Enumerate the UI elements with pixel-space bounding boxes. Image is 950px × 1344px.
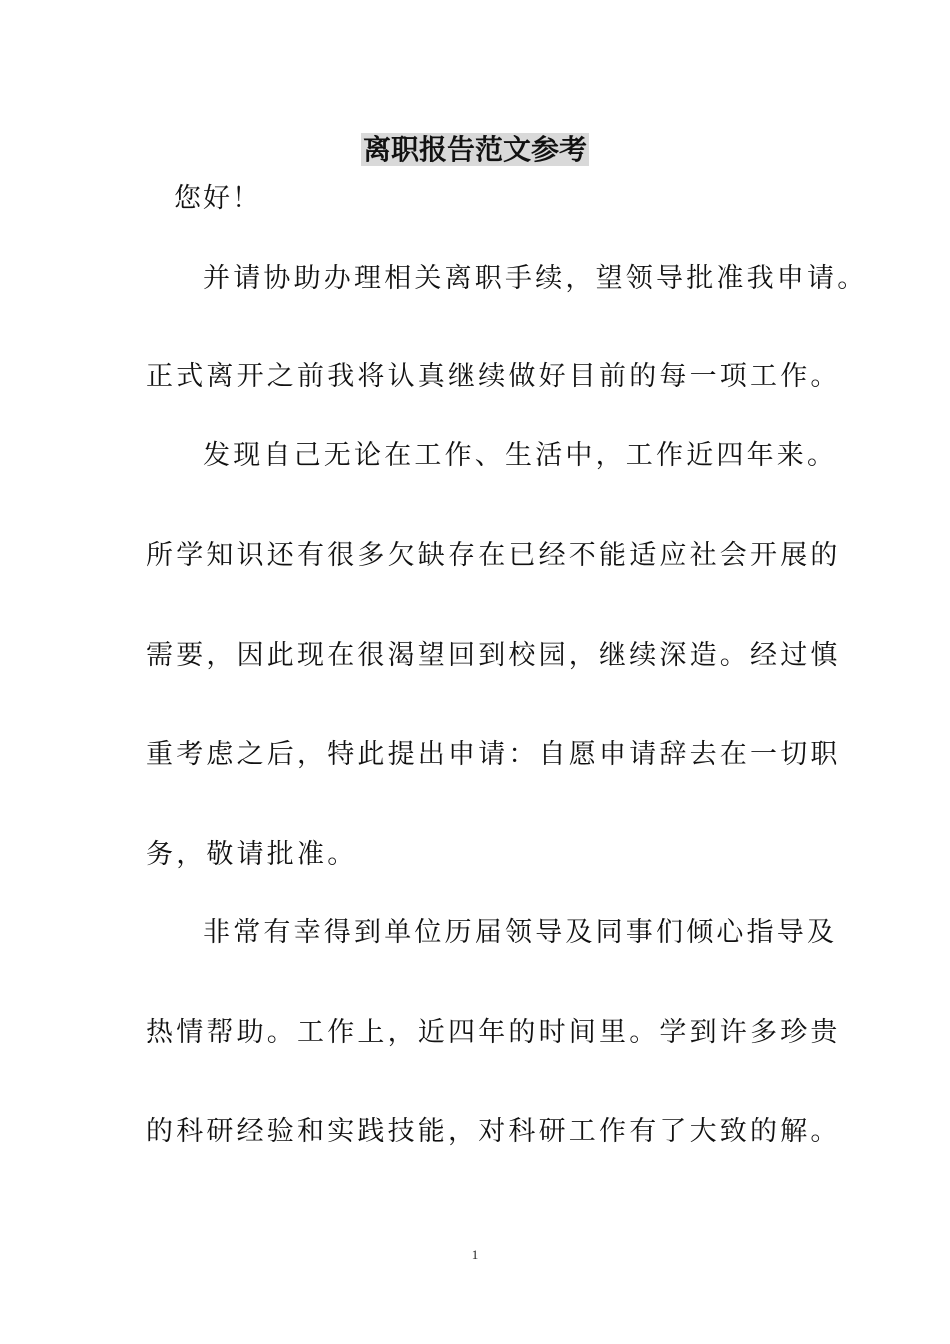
paragraph-line-10: 的科研经验和实践技能，对科研工作有了大致的解。 xyxy=(146,1116,841,1147)
paragraph-line-9: 热情帮助。工作上，近四年的时间里。学到许多珍贵 xyxy=(146,1017,841,1048)
paragraph-line-1: 并请协助办理相关离职手续，望领导批准我申请。 xyxy=(203,263,868,294)
paragraph-line-4: 所学知识还有很多欠缺存在已经不能适应社会开展的 xyxy=(146,540,841,571)
paragraph-line-5: 需要，因此现在很渴望回到校园，继续深造。经过慎 xyxy=(146,640,841,671)
paragraph-line-8: 非常有幸得到单位历届领导及同事们倾心指导及 xyxy=(203,917,838,948)
paragraph-line-3: 发现自己无论在工作、生活中，工作近四年来。 xyxy=(203,440,838,471)
paragraph-line-2: 正式离开之前我将认真继续做好目前的每一项工作。 xyxy=(146,361,841,392)
paragraph-line-7: 务，敬请批准。 xyxy=(146,839,358,870)
title-text: 离职报告范文参考 xyxy=(362,133,587,166)
document-title xyxy=(0,130,950,170)
page-number: 1 xyxy=(471,1247,479,1262)
greeting-line: 您好！ xyxy=(174,183,261,214)
paragraph-line-6: 重考虑之后，特此提出申请：自愿申请辞去在一切职 xyxy=(146,739,841,770)
